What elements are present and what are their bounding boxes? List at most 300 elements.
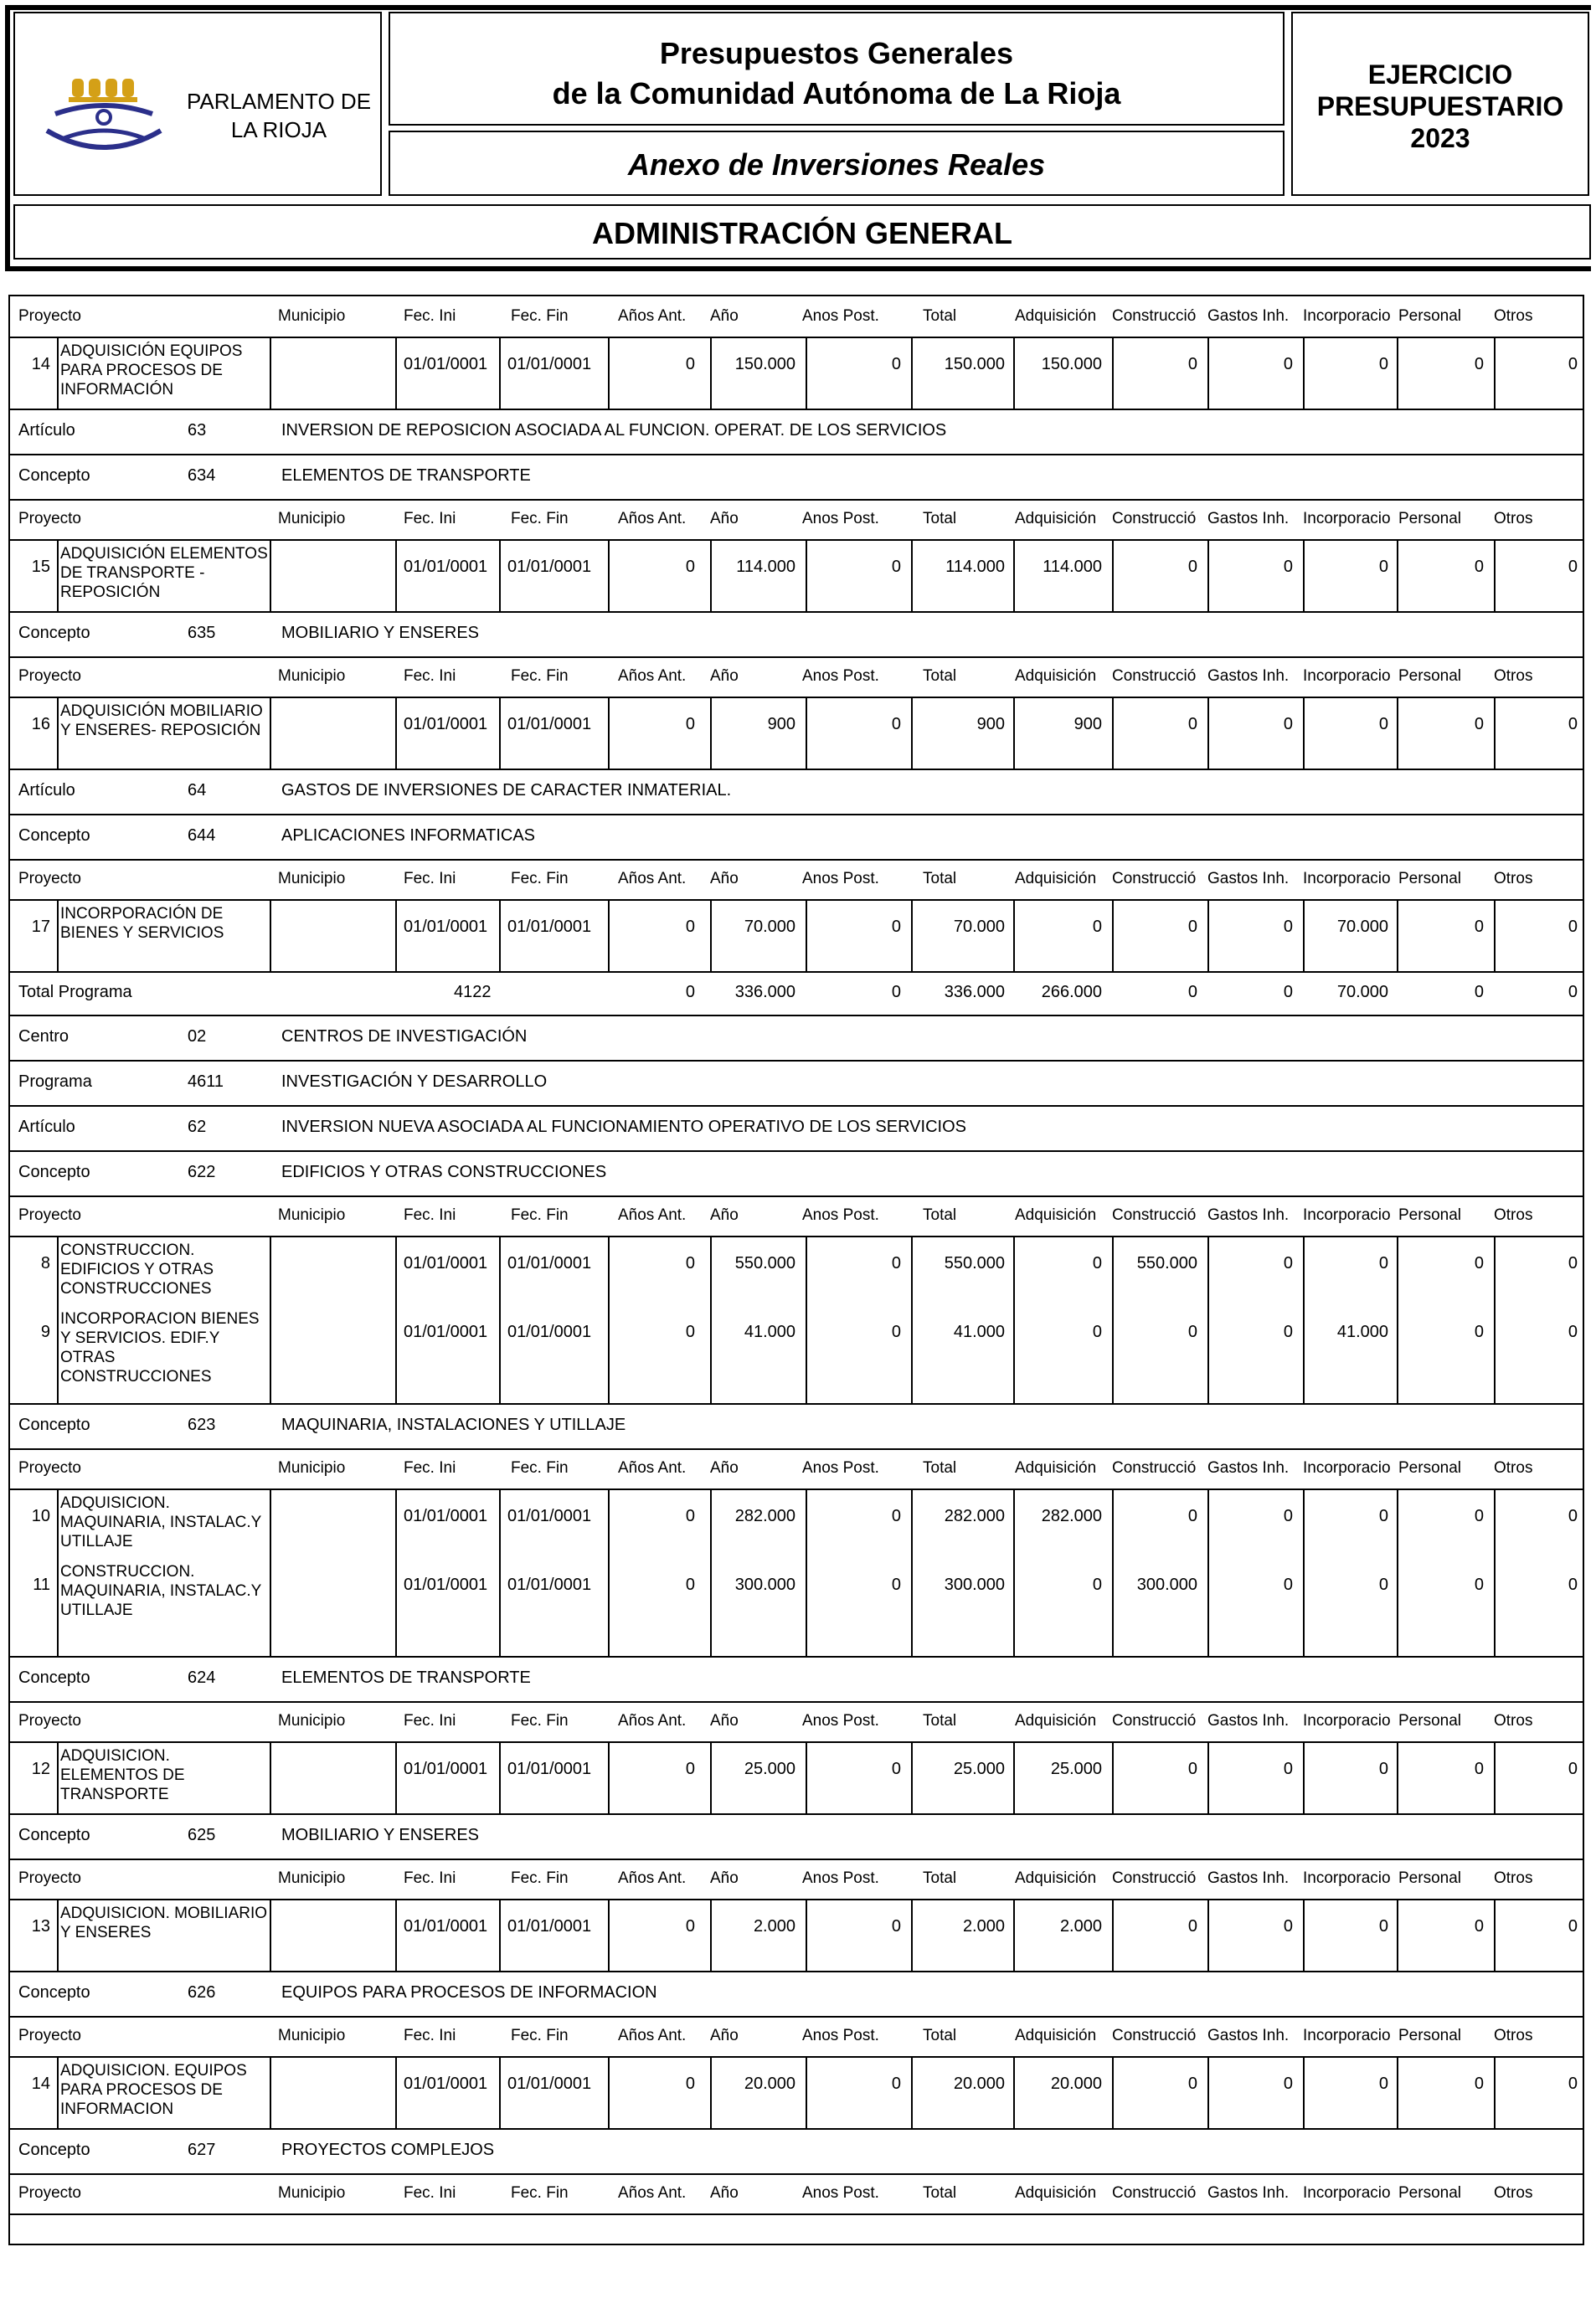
column-header: Incorporacio <box>1303 1206 1391 1224</box>
amount-total: 282.000 <box>944 1507 1005 1525</box>
column-header: Anos Post. <box>802 2027 879 2044</box>
cell-border <box>1013 899 1015 971</box>
project-id: 16 <box>31 715 50 733</box>
cell-border <box>911 2056 913 2128</box>
column-header: Total <box>923 1712 957 1730</box>
cell-border <box>1494 1899 1496 1971</box>
row-text: INVESTIGACIÓN Y DESARROLLO <box>281 1072 548 1091</box>
amount-gas: 0 <box>1283 355 1293 373</box>
column-header: Años Ant. <box>618 870 687 887</box>
column-header: Proyecto <box>18 307 81 325</box>
row-text: INVERSION DE REPOSICION ASOCIADA AL FUNCION. OPERAT. DE LOS SERVICIOS <box>281 421 947 440</box>
column-header: Incorporacio <box>1303 2184 1391 2202</box>
column-header: Fec. Ini <box>404 2184 456 2202</box>
column-header: Fec. Fin <box>511 1712 569 1730</box>
column-header: Gastos Inh. <box>1207 1459 1290 1477</box>
fecha-fin: 01/01/0001 <box>507 715 592 733</box>
cell-border <box>1303 1236 1305 1403</box>
column-header: Personal <box>1398 307 1461 325</box>
column-header: Anos Post. <box>802 1869 879 1887</box>
fecha-ini: 01/01/0001 <box>404 1507 488 1525</box>
column-header: Municipio <box>278 510 346 527</box>
cell-border <box>57 1899 59 1971</box>
column-header: Incorporacio <box>1303 870 1391 887</box>
project-description: CONSTRUCCION. EDIFICIOS Y OTRAS CONSTRUCCIONES <box>60 1242 214 1298</box>
amount-inc: 41.000 <box>1336 1323 1388 1341</box>
cell-border <box>1397 539 1398 611</box>
amount-adq: 266.000 <box>1041 983 1102 1001</box>
title-box <box>389 12 1285 126</box>
column-header: Municipio <box>278 2184 346 2202</box>
amount-per: 0 <box>1474 983 1484 1001</box>
table-row <box>10 454 1583 499</box>
amount-con: 0 <box>1187 2075 1197 2093</box>
cell-border <box>1397 899 1398 971</box>
cell-border <box>1112 1899 1114 1971</box>
column-header: Fec. Fin <box>511 667 569 685</box>
column-header: Años Ant. <box>618 1869 687 1887</box>
column-header: Incorporacio <box>1303 667 1391 685</box>
amount-per: 0 <box>1474 1507 1484 1525</box>
amount-con: 0 <box>1187 1760 1197 1778</box>
amount-con: 0 <box>1187 558 1197 576</box>
cell-border <box>1494 1488 1496 1656</box>
cell-border <box>1013 1741 1015 1813</box>
cell-border <box>1013 1236 1015 1403</box>
column-header: Municipio <box>278 870 346 887</box>
amount-ant: 0 <box>685 1917 695 1936</box>
cell-border <box>1207 697 1209 769</box>
table-row <box>10 899 1583 971</box>
cell-border <box>1494 1236 1496 1403</box>
column-header: Año <box>710 667 739 685</box>
project-id: 17 <box>31 918 50 936</box>
column-header: Proyecto <box>18 870 81 887</box>
amount-con: 0 <box>1187 355 1197 373</box>
table-row <box>10 1150 1583 1195</box>
column-header: Gastos Inh. <box>1207 2184 1290 2202</box>
table-row <box>10 1015 1583 1060</box>
project-id: 13 <box>31 1917 50 1936</box>
amount-adq: 900 <box>1073 715 1102 733</box>
cell-border <box>57 2056 59 2128</box>
column-header: Otros <box>1494 510 1533 527</box>
column-header: Incorporacio <box>1303 2027 1391 2044</box>
table-row <box>10 1859 1583 1899</box>
cell-border <box>911 337 913 409</box>
cell-border <box>1397 1899 1398 1971</box>
cell-border <box>57 337 59 409</box>
cell-border <box>1494 337 1496 409</box>
table-row <box>10 1488 1583 1656</box>
fecha-fin: 01/01/0001 <box>507 1507 592 1525</box>
cell-border <box>1112 2056 1114 2128</box>
amount-inc: 0 <box>1378 1760 1388 1778</box>
cell-border <box>270 697 271 769</box>
cell-border <box>1207 2056 1209 2128</box>
cell-border <box>911 697 913 769</box>
project-id: 9 <box>40 1323 50 1341</box>
column-header: Municipio <box>278 1459 346 1477</box>
amount-adq: 150.000 <box>1041 355 1102 373</box>
column-header: Gastos Inh. <box>1207 510 1290 527</box>
amount-gas: 0 <box>1283 1323 1293 1341</box>
section-title: ADMINISTRACIÓN GENERAL <box>592 216 1012 250</box>
table-row <box>10 656 1583 697</box>
amount-post: 0 <box>891 1507 901 1525</box>
project-id: 15 <box>31 558 50 576</box>
amount-otr: 0 <box>1568 715 1578 733</box>
column-header: Fec. Ini <box>404 510 456 527</box>
amount-inc: 0 <box>1378 2075 1388 2093</box>
total-label: Total Programa <box>18 983 132 1001</box>
amount-post: 0 <box>891 355 901 373</box>
amount-ant: 0 <box>685 1254 695 1273</box>
column-header: Proyecto <box>18 2027 81 2044</box>
fecha-ini: 01/01/0001 <box>404 1576 488 1594</box>
amount-ant: 0 <box>685 715 695 733</box>
cell-border <box>710 697 712 769</box>
column-header: Gastos Inh. <box>1207 2027 1290 2044</box>
column-header: Otros <box>1494 870 1533 887</box>
amount-total: 25.000 <box>953 1760 1005 1778</box>
cell-border <box>1013 337 1015 409</box>
amount-ant: 0 <box>685 1323 695 1341</box>
cell-border <box>608 2056 610 2128</box>
column-header: Años Ant. <box>618 1206 687 1224</box>
cell-border <box>270 539 271 611</box>
amount-post: 0 <box>891 983 901 1001</box>
amount-per: 0 <box>1474 1254 1484 1273</box>
row-text: ELEMENTOS DE TRANSPORTE <box>281 1668 531 1687</box>
column-header: Anos Post. <box>802 307 879 325</box>
amount-total: 150.000 <box>944 355 1005 373</box>
cell-border <box>57 1488 59 1656</box>
cell-border <box>1494 899 1496 971</box>
column-header: Incorporacio <box>1303 1869 1391 1887</box>
cell-border <box>499 539 501 611</box>
cell-border <box>1207 1236 1209 1403</box>
row-code: 644 <box>188 826 216 845</box>
cell-border <box>1207 1488 1209 1656</box>
amount-gas: 0 <box>1283 1507 1293 1525</box>
cell-border <box>1303 899 1305 971</box>
cell-border <box>1013 1488 1015 1656</box>
fecha-fin: 01/01/0001 <box>507 1323 592 1341</box>
column-header: Total <box>923 667 957 685</box>
cell-border <box>806 539 807 611</box>
amount-otr: 0 <box>1568 1917 1578 1936</box>
row-code: 626 <box>188 1983 216 2002</box>
amount-ano: 70.000 <box>744 918 795 936</box>
row-code: 635 <box>188 624 216 642</box>
amount-inc: 0 <box>1378 355 1388 373</box>
column-header: Construcció <box>1112 667 1197 685</box>
column-header: Municipio <box>278 1869 346 1887</box>
column-header: Personal <box>1398 2184 1461 2202</box>
row-kind: Concepto <box>18 1416 90 1434</box>
amount-ant: 0 <box>685 355 695 373</box>
fecha-ini: 01/01/0001 <box>404 715 488 733</box>
column-header: Proyecto <box>18 1206 81 1224</box>
cell-border <box>608 1899 610 1971</box>
cell-border <box>270 337 271 409</box>
column-header: Fec. Fin <box>511 2184 569 2202</box>
column-header: Fec. Fin <box>511 2027 569 2044</box>
column-header: Gastos Inh. <box>1207 1869 1290 1887</box>
column-header: Anos Post. <box>802 667 879 685</box>
column-header: Fec. Fin <box>511 1459 569 1477</box>
cell-border <box>1013 697 1015 769</box>
column-header: Total <box>923 2027 957 2044</box>
table-row <box>10 2173 1583 2213</box>
column-header: Gastos Inh. <box>1207 1712 1290 1730</box>
column-header: Incorporacio <box>1303 307 1391 325</box>
table-row <box>10 1813 1583 1859</box>
table-row <box>10 1448 1583 1488</box>
column-header: Personal <box>1398 2027 1461 2044</box>
column-header: Personal <box>1398 510 1461 527</box>
cell-border <box>710 337 712 409</box>
cell-border <box>57 899 59 971</box>
amount-otr: 0 <box>1568 355 1578 373</box>
column-header: Construcció <box>1112 2184 1197 2202</box>
table-row <box>10 611 1583 656</box>
table-row <box>10 296 1583 337</box>
project-description: ADQUISICION. ELEMENTOS DE TRANSPORTE <box>60 1747 185 1803</box>
row-code: 02 <box>188 1027 207 1046</box>
cell-border <box>710 1488 712 1656</box>
amount-con: 0 <box>1187 1917 1197 1936</box>
column-header: Fec. Ini <box>404 870 456 887</box>
row-code: 62 <box>188 1118 207 1136</box>
row-code: 63 <box>188 421 207 440</box>
cell-border <box>1013 2056 1015 2128</box>
amount-con: 300.000 <box>1136 1576 1197 1594</box>
amount-inc: 0 <box>1378 1254 1388 1273</box>
row-kind: Concepto <box>18 1668 90 1687</box>
row-text: PROYECTOS COMPLEJOS <box>281 2141 495 2159</box>
column-header: Total <box>923 2184 957 2202</box>
column-header: Gastos Inh. <box>1207 667 1290 685</box>
table-row <box>10 1105 1583 1150</box>
table-row <box>10 2128 1583 2173</box>
project-description: INCORPORACIÓN DE BIENES Y SERVICIOS <box>60 905 224 942</box>
amount-otr: 0 <box>1568 2075 1578 2093</box>
row-text: MAQUINARIA, INSTALACIONES Y UTILLAJE <box>281 1416 626 1434</box>
row-kind: Artículo <box>18 421 75 440</box>
cell-border <box>710 539 712 611</box>
parliament-logo-box <box>13 12 382 196</box>
amount-ano: 300.000 <box>734 1576 795 1594</box>
cell-border <box>499 1236 501 1403</box>
amount-gas: 0 <box>1283 983 1293 1001</box>
row-text: GASTOS DE INVERSIONES DE CARACTER INMATERIAL. <box>281 781 732 800</box>
amount-total: 550.000 <box>944 1254 1005 1273</box>
cell-border <box>608 1236 610 1403</box>
cell-border <box>499 1741 501 1813</box>
amount-otr: 0 <box>1568 558 1578 576</box>
column-header: Gastos Inh. <box>1207 870 1290 887</box>
amount-ano: 114.000 <box>736 558 795 576</box>
table-row <box>10 337 1583 409</box>
ejercicio-line2: PRESUPUESTARIO <box>1316 91 1564 121</box>
column-header: Gastos Inh. <box>1207 307 1290 325</box>
cell-border <box>806 1236 807 1403</box>
amount-inc: 0 <box>1378 1576 1388 1594</box>
column-header: Fec. Fin <box>511 510 569 527</box>
column-header: Año <box>710 510 739 527</box>
amount-per: 0 <box>1474 355 1484 373</box>
cell-border <box>1303 539 1305 611</box>
subtitle: Anexo de Inversiones Reales <box>627 147 1046 182</box>
column-header: Total <box>923 1459 957 1477</box>
amount-total: 900 <box>976 715 1005 733</box>
cell-border <box>1303 1899 1305 1971</box>
amount-total: 2.000 <box>962 1917 1005 1936</box>
column-header: Proyecto <box>18 510 81 527</box>
column-header: Adquisición <box>1015 307 1097 325</box>
amount-otr: 0 <box>1568 1760 1578 1778</box>
column-header: Anos Post. <box>802 870 879 887</box>
column-header: Incorporacio <box>1303 1459 1391 1477</box>
amount-otr: 0 <box>1568 1576 1578 1594</box>
amount-post: 0 <box>891 918 901 936</box>
cell-border <box>499 337 501 409</box>
cell-border <box>395 1741 397 1813</box>
column-header: Adquisición <box>1015 1869 1097 1887</box>
column-header: Personal <box>1398 1712 1461 1730</box>
row-code: 623 <box>188 1416 216 1434</box>
column-header: Personal <box>1398 870 1461 887</box>
cell-border <box>806 1488 807 1656</box>
column-header: Incorporacio <box>1303 510 1391 527</box>
cell-border <box>499 2056 501 2128</box>
column-header: Personal <box>1398 1459 1461 1477</box>
amount-otr: 0 <box>1568 1254 1578 1273</box>
cell-border <box>608 697 610 769</box>
cell-border <box>270 2056 271 2128</box>
column-header: Adquisición <box>1015 870 1097 887</box>
cell-border <box>395 2056 397 2128</box>
amount-con: 0 <box>1187 1507 1197 1525</box>
column-header: Municipio <box>278 2027 346 2044</box>
row-code: 622 <box>188 1163 216 1181</box>
parliament-name: PARLAMENTO DE LA RIOJA <box>186 89 372 142</box>
column-header: Años Ant. <box>618 2027 687 2044</box>
cell-border <box>710 1899 712 1971</box>
row-kind: Concepto <box>18 466 90 485</box>
amount-adq: 0 <box>1092 1576 1102 1594</box>
amount-post: 0 <box>891 715 901 733</box>
table-row <box>10 697 1583 769</box>
column-header: Año <box>710 870 739 887</box>
amount-con: 0 <box>1187 983 1197 1001</box>
column-header: Total <box>923 307 957 325</box>
cell-border <box>806 2056 807 2128</box>
column-header: Año <box>710 1712 739 1730</box>
section-box <box>13 204 1591 260</box>
cell-border <box>911 899 913 971</box>
amount-gas: 0 <box>1283 558 1293 576</box>
project-description: ADQUISICION. MOBILIARIO Y ENSERES <box>60 1905 268 1941</box>
column-header: Años Ant. <box>618 1459 687 1477</box>
amount-post: 0 <box>891 558 901 576</box>
amount-otr: 0 <box>1568 1323 1578 1341</box>
row-kind: Concepto <box>18 1983 90 2002</box>
fecha-fin: 01/01/0001 <box>507 1760 592 1778</box>
cell-border <box>57 697 59 769</box>
cell-border <box>1397 337 1398 409</box>
column-header: Construcció <box>1112 510 1197 527</box>
amount-total: 336.000 <box>944 983 1005 1001</box>
column-header: Anos Post. <box>802 1712 879 1730</box>
fecha-ini: 01/01/0001 <box>404 355 488 373</box>
amount-ant: 0 <box>685 1507 695 1525</box>
amount-gas: 0 <box>1283 2075 1293 2093</box>
cell-border <box>499 697 501 769</box>
amount-adq: 0 <box>1092 918 1102 936</box>
amount-per: 0 <box>1474 918 1484 936</box>
cell-border <box>608 899 610 971</box>
table-row <box>10 1701 1583 1741</box>
cell-border <box>806 1899 807 1971</box>
column-header: Proyecto <box>18 1712 81 1730</box>
subtitle-box <box>389 131 1285 196</box>
column-header: Fec. Ini <box>404 1712 456 1730</box>
cell-border <box>499 899 501 971</box>
amount-adq: 25.000 <box>1050 1760 1102 1778</box>
column-header: Total <box>923 1869 957 1887</box>
column-header: Año <box>710 2184 739 2202</box>
cell-border <box>1207 899 1209 971</box>
table-row <box>10 1656 1583 1701</box>
cell-border <box>1013 1899 1015 1971</box>
amount-total: 70.000 <box>953 918 1005 936</box>
column-header: Gastos Inh. <box>1207 1206 1290 1224</box>
cell-border <box>57 1741 59 1813</box>
cell-border <box>608 1488 610 1656</box>
fecha-fin: 01/01/0001 <box>507 558 592 576</box>
table-row <box>10 539 1583 611</box>
project-description: ADQUISICION. MAQUINARIA, INSTALAC.Y UTILLAJE <box>60 1494 262 1550</box>
cell-border <box>57 1236 59 1403</box>
column-header: Construcció <box>1112 2027 1197 2044</box>
project-description: ADQUISICION. EQUIPOS PARA PROCESOS DE INFORMACION <box>60 2062 247 2118</box>
amount-per: 0 <box>1474 1760 1484 1778</box>
cell-border <box>1303 337 1305 409</box>
cell-border <box>1494 1741 1496 1813</box>
fecha-ini: 01/01/0001 <box>404 1323 488 1341</box>
amount-ant: 0 <box>685 558 695 576</box>
cell-border <box>1494 539 1496 611</box>
total-code: 4122 <box>454 983 492 1001</box>
row-divider <box>10 2213 1583 2215</box>
column-header: Adquisición <box>1015 2027 1097 2044</box>
column-header: Otros <box>1494 667 1533 685</box>
amount-gas: 0 <box>1283 1576 1293 1594</box>
amount-adq: 0 <box>1092 1254 1102 1273</box>
cell-border <box>1397 1488 1398 1656</box>
amount-gas: 0 <box>1283 1917 1293 1936</box>
cell-border <box>270 1236 271 1403</box>
cell-border <box>911 1899 913 1971</box>
column-header: Anos Post. <box>802 1206 879 1224</box>
cell-border <box>1207 539 1209 611</box>
amount-otr: 0 <box>1568 1507 1578 1525</box>
row-kind: Programa <box>18 1072 92 1091</box>
row-code: 627 <box>188 2141 216 2159</box>
